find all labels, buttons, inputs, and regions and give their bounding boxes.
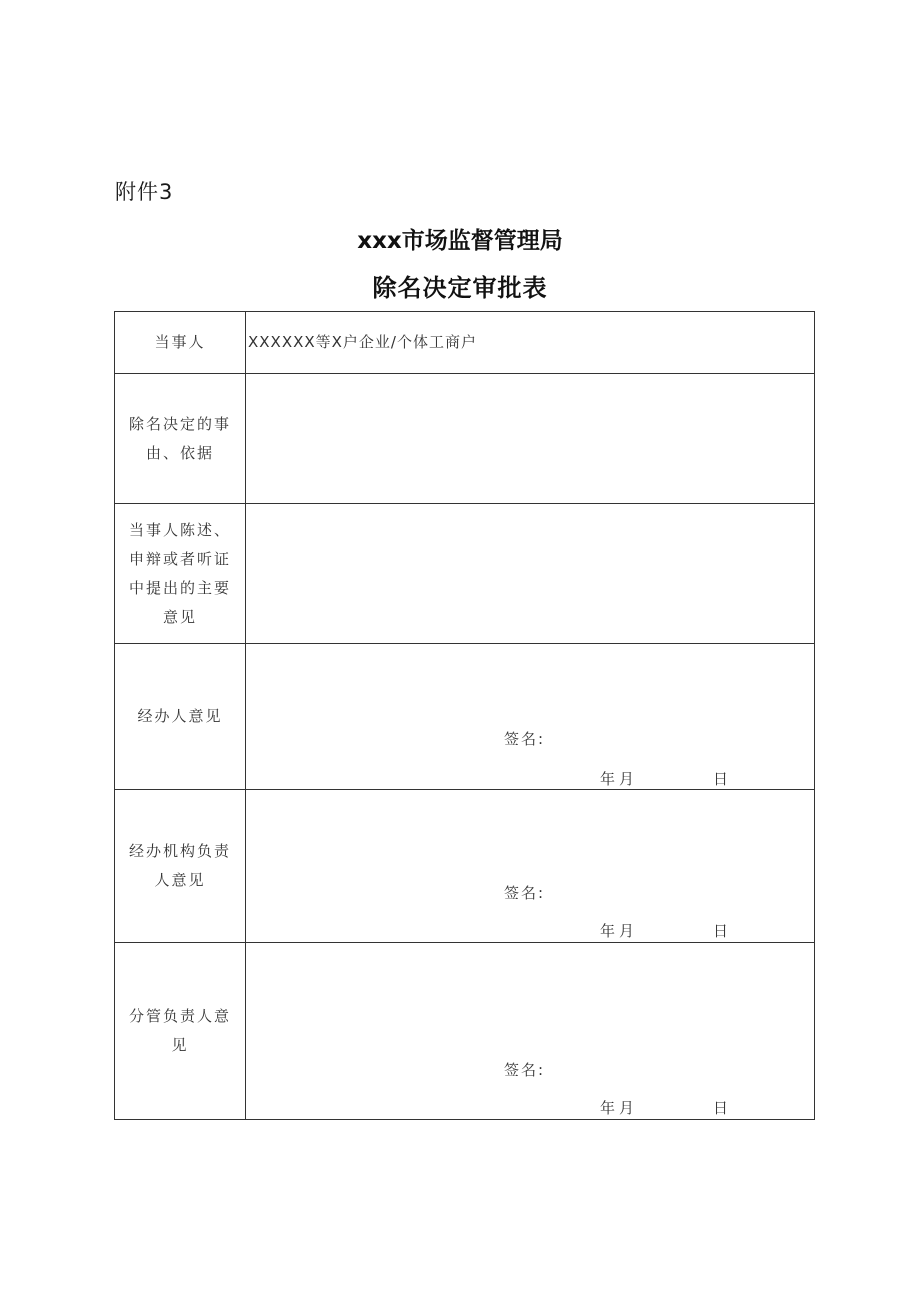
- statement-label-cell: [115, 504, 246, 644]
- handler-opinion-cell[interactable]: [246, 644, 815, 790]
- unit-head-sign-label: 签名:: [504, 884, 546, 902]
- supervisor-label-cell: [115, 943, 246, 1120]
- handler-label: 经办人意见: [137, 707, 223, 725]
- handler-sign-label: 签名:: [504, 730, 546, 748]
- org-title: xxx市场监督管理局: [357, 228, 563, 254]
- unit-head-label: 经办机构负责人意见: [128, 842, 231, 889]
- statement-row: [115, 504, 815, 644]
- reason-label: 除名决定的事由、依据: [128, 414, 231, 462]
- supervisor-label: 分管负责人意见: [128, 1007, 231, 1054]
- reason-row: [115, 374, 815, 504]
- unit-head-year-month-label: 年月: [600, 922, 639, 940]
- form-title: 除名决定审批表: [372, 274, 548, 302]
- supervisor-day-label: 日: [713, 1099, 729, 1117]
- approval-table: [114, 311, 815, 1120]
- statement-label: 当事人陈述、申辩或者听证中提出的主要意见: [128, 520, 231, 626]
- unit-head-row: [115, 790, 815, 943]
- statement-value-cell[interactable]: [246, 504, 815, 644]
- unit-head-day-label: 日: [713, 922, 729, 940]
- supervisor-opinion-cell[interactable]: [246, 943, 815, 1120]
- reason-value-cell[interactable]: [246, 374, 815, 504]
- party-value-cell[interactable]: [246, 312, 815, 374]
- supervisor-row: [115, 943, 815, 1120]
- supervisor-sign-label: 签名:: [504, 1061, 546, 1079]
- party-label-cell: [115, 312, 246, 374]
- handler-year-month-label: 年月: [600, 770, 639, 788]
- handler-row: [115, 644, 815, 790]
- handler-day-label: 日: [713, 770, 729, 788]
- supervisor-year-month-label: 年月: [600, 1099, 639, 1117]
- unit-head-opinion-cell[interactable]: [246, 790, 815, 943]
- unit-head-label-cell: [115, 790, 246, 943]
- reason-label-cell: [115, 374, 246, 504]
- handler-label-cell: [115, 644, 246, 790]
- attachment-label: 附件3: [115, 180, 174, 204]
- party-label: 当事人: [154, 333, 206, 351]
- party-row: [115, 312, 815, 374]
- party-value: XXXXXX等X户企业/个体工商户: [248, 333, 477, 351]
